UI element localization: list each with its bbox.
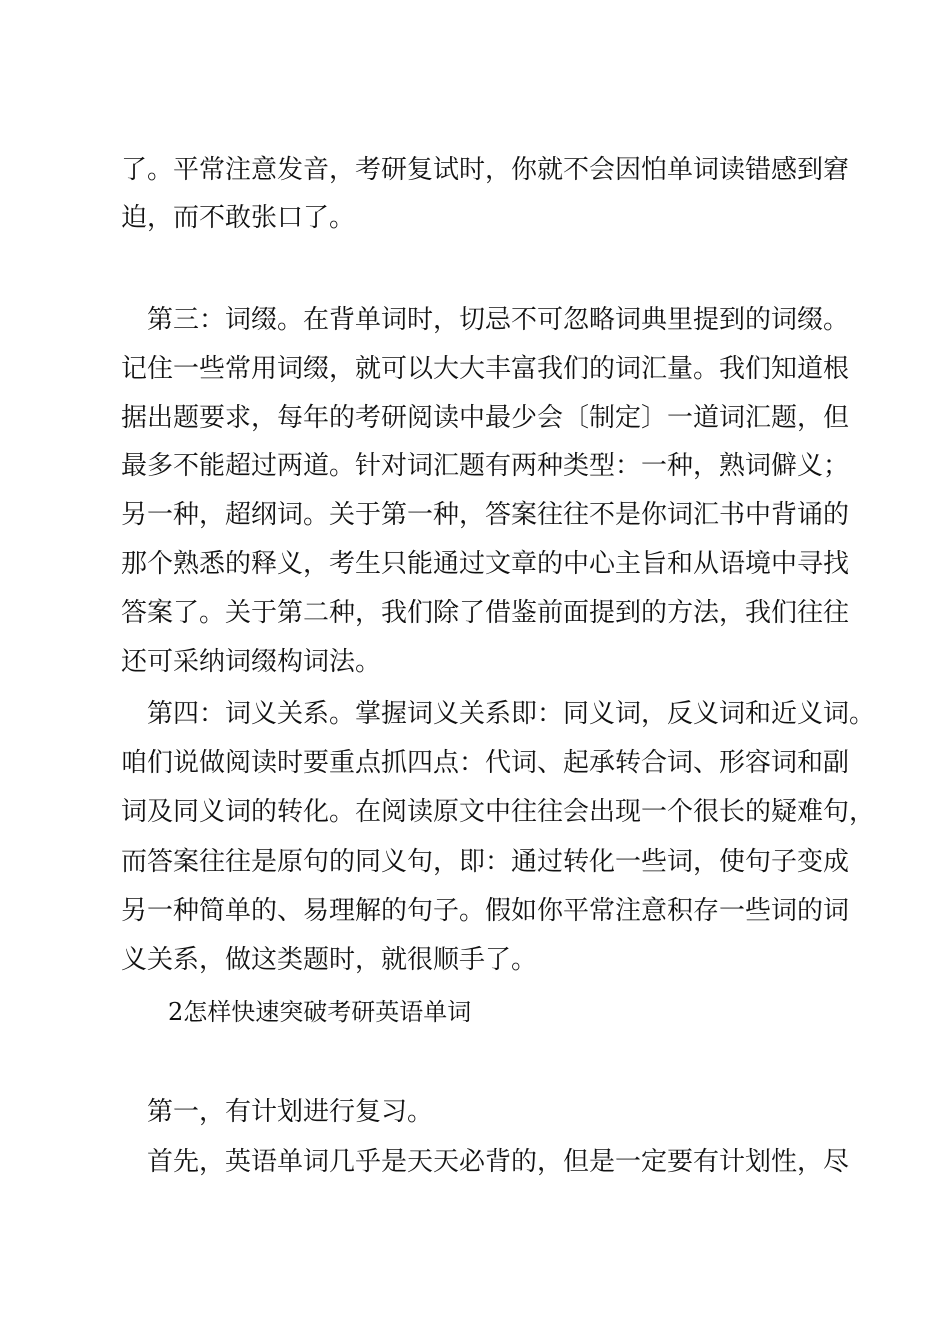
paragraph-line: 另一种，超纲词。关于第一种，答案往往不是你词汇书中背诵的 <box>121 500 850 530</box>
paragraph-line: 另一种简单的、易理解的句子。假如你平常注意积存一些词的词 <box>121 896 850 926</box>
paragraph-line: 第三：词缀。在背单词时，切忌不可忽略词典里提到的词缀。 <box>147 305 850 335</box>
paragraph-line: 词及同义词的转化。在阅读原文中往往会出现一个很长的疑难句， <box>121 797 876 827</box>
paragraph-line: 第四：词义关系。掌握词义关系即：同义词，反义词和近义词。 <box>147 699 876 729</box>
paragraph-line: 第一，有计划进行复习。 <box>147 1097 434 1127</box>
paragraph-line: 咱们说做阅读时要重点抓四点：代词、起承转合词、形容词和副 <box>121 748 850 778</box>
paragraph-line: 答案了。关于第二种，我们除了借鉴前面提到的方法，我们往往 <box>121 598 850 628</box>
paragraph-line: 据出题要求，每年的考研阅读中最少会〔制定〕一道词汇题，但 <box>121 403 850 433</box>
section-heading: 2怎样快速突破考研英语单词 <box>168 998 472 1026</box>
paragraph-line: 而答案往往是原句的同义句，即：通过转化一些词，使句子变成 <box>121 847 850 877</box>
paragraph-line: 那个熟悉的释义，考生只能通过文章的中心主旨和从语境中寻找 <box>121 549 850 579</box>
paragraph-line: 了。平常注意发音，考研复试时，你就不会因怕单词读错感到窘 <box>121 155 850 185</box>
paragraph-line: 记住一些常用词缀，就可以大大丰富我们的词汇量。我们知道根 <box>121 354 850 384</box>
paragraph-line: 义关系，做这类题时，就很顺手了。 <box>121 945 538 975</box>
paragraph-line: 迫，而不敢张口了。 <box>121 203 356 233</box>
paragraph-line: 还可采纳词缀构词法。 <box>121 647 382 677</box>
paragraph-line: 首先，英语单词几乎是天天必背的，但是一定要有计划性，尽 <box>147 1147 850 1177</box>
paragraph-line: 最多不能超过两道。针对词汇题有两种类型：一种，熟词僻义； <box>121 451 850 481</box>
